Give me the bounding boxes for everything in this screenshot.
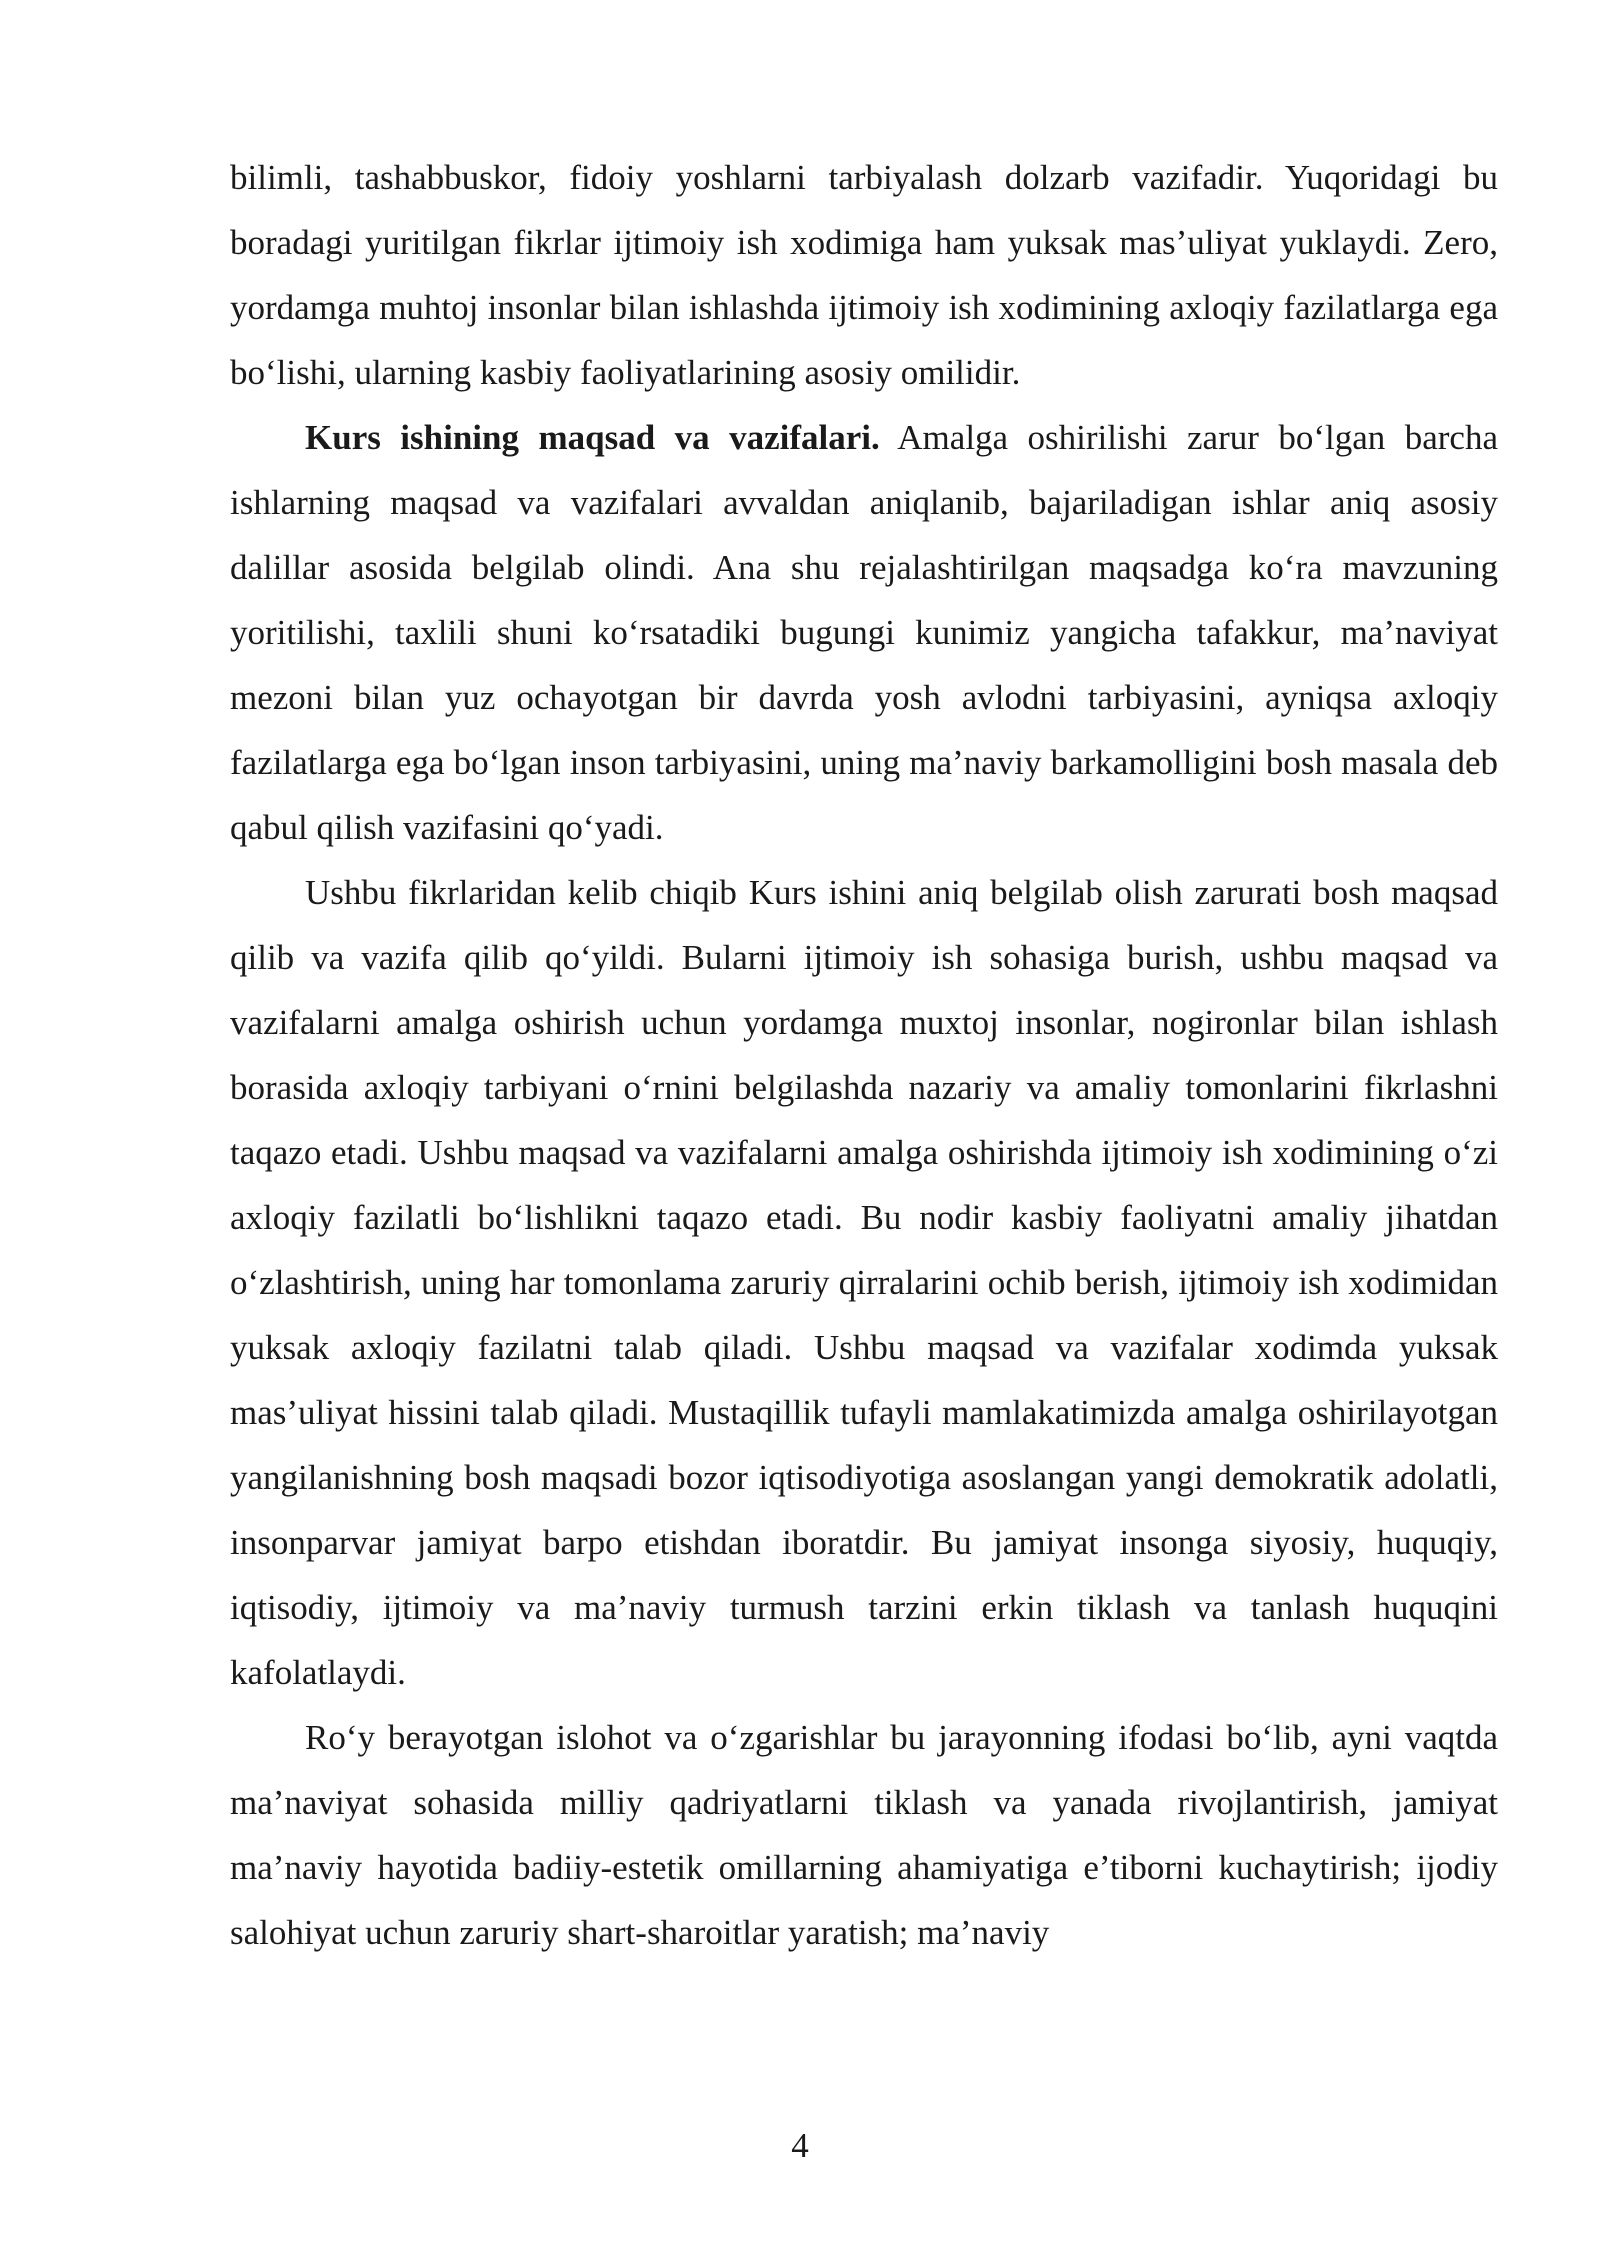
- paragraph-3: [230, 860, 1498, 1705]
- paragraph-1: [230, 145, 1498, 405]
- section-heading: Kurs ishining maqsad va vazifalari.: [305, 418, 880, 457]
- paragraph-2-text: Amalga oshirilishi zarur bo‘lgan barcha ishlarning maqsad va vazifalari avvaldan aniqlanib, bajariladigan ishlar aniq asosiy dalillar asosida belgilab olindi. Ana shu rejalashtirilgan maqsadga ko‘ra mavzuning yoritilishi, taxlili shuni ko‘rsatadiki bugungi kunimiz yangicha tafakkur, ma’naviyat mezoni bilan yuz ochayotgan bir davrda yosh avlodni tarbiyasini, ayniqsa axloqiy fazilatlarga ega bo‘lgan inson tarbiyasini, uning ma’naviy barkamolligini bosh masala deb qabul qilish vazifasini qo‘yadi.: [230, 418, 1499, 847]
- document-page: [230, 145, 1498, 1965]
- paragraph-3-text: Ushbu fikrlaridan kelib chiqib Kurs ishini aniq belgilab olish zarurati bosh maqsad qilib va vazifa qilib qo‘yildi. Bularni ijtimoiy ish sohasiga burish, ushbu maqsad va vazifalarni amalga oshirish uchun yordamga muxtoj insonlar, nogironlar bilan ishlash borasida axloqiy tarbiyani o‘rnini belgilashda nazariy va amaliy tomonlarini fikrlashni taqazo etadi. Ushbu maqsad va vazifalarni amalga oshirishda ijtimoiy ish xodimining o‘zi axloqiy fazilatli bo‘lishlikni taqazo etadi. Bu nodir kasbiy faoliyatni amaliy jihatdan o‘zlashtirish, uning har tomonlama zaruriy qirralarini ochib berish, ijtimoiy ish xodimidan yuksak axloqiy fazilatni talab qiladi. Ushbu maqsad va vazifalar xodimda yuksak mas’uliyat hissini talab qiladi. Mustaqillik tufayli mamlakatimizda amalga oshirilayotgan yangilanishning bosh maqsadi bozor iqtisodiyotiga asoslangan yangi demokratik adolatli, insonparvar jamiyat barpo etishdan iboratdir. Bu jamiyat insonga siyosiy, huquqiy, iqtisodiy, ijtimoiy va ma’naviy turmush tarzini erkin tiklash va tanlash huquqini kafolatlaydi.: [230, 873, 1498, 1692]
- paragraph-2: [230, 405, 1498, 860]
- paragraph-4-text: Ro‘y berayotgan islohot va o‘zgarishlar bu jarayonning ifodasi bo‘lib, ayni vaqtda ma’naviyat sohasida milliy qadriyatlarni tiklash va yanada rivojlantirish, jamiyat ma’naviy hayotida badiiy-estetik omillarning ahamiyatiga e’tiborni kuchaytirish; ijodiy salohiyat uchun zaruriy shart-sharoitlar yaratish; ma’naviy: [230, 1718, 1498, 1952]
- page-number: 4: [791, 2126, 809, 2165]
- paragraph-1-text: bilimli, tashabbuskor, fidoiy yoshlarni tarbiyalash dolzarb vazifadir. Yuqoridagi bu boradagi yuritilgan fikrlar ijtimoiy ish xodimiga ham yuksak mas’uliyat yuklaydi. Zero, yordamga muhtoj insonlar bilan ishlashda ijtimoiy ish xodimining axloqiy fazilatlarga ega bo‘lishi, ularning kasbiy faoliyatlarining asosiy omilidir.: [230, 158, 1498, 392]
- paragraph-4: [230, 1705, 1498, 1965]
